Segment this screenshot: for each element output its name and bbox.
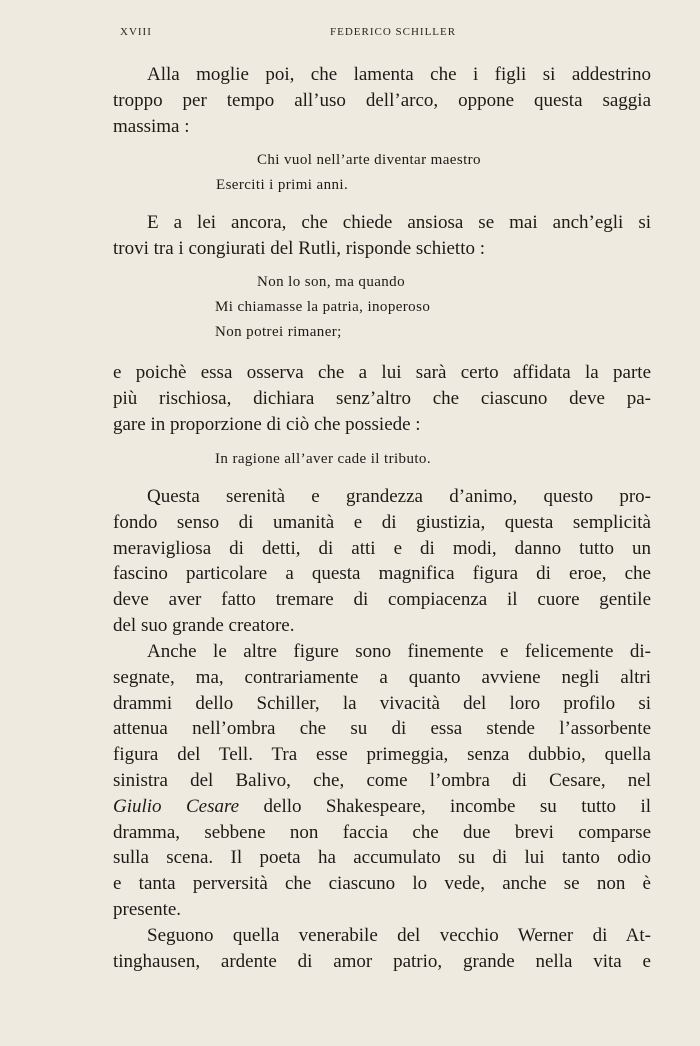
text-line: tinghausen, ardente di amor patrio, grande nella vita e — [113, 950, 651, 972]
verse-line: Eserciti i primi anni. — [216, 177, 349, 193]
text-line: Anche le altre figure sono finemente e felicemente di- — [147, 641, 651, 662]
verse-line: Mi chiamasse la patria, inoperoso — [215, 299, 431, 315]
text-line — [113, 794, 651, 820]
verse-line: In ragione all’aver cade il tributo. — [215, 451, 431, 467]
text-line: più rischiosa, dichiara senz’altro che ciascuno deve pa- — [113, 387, 651, 409]
text-line: troppo per tempo all’uso dell’arco, oppone questa saggia — [113, 89, 651, 111]
text-line: Seguono quella venerabile del vecchio Werner di At- — [147, 925, 651, 946]
text-line: gare in proporzione di ciò che possiede : — [113, 413, 421, 435]
text-line: dramma, sebbene non faccia che due brevi comparse — [113, 821, 651, 843]
text-line: del suo grande creatore. — [113, 614, 295, 636]
text-line: e poichè essa osserva che a lui sarà certo affidata la parte — [113, 362, 651, 383]
text-line: E a lei ancora, che chiede ansiosa se mai anch’egli si — [147, 212, 651, 233]
page-number: XVIII — [120, 26, 152, 38]
verse-line: Non potrei rimaner; — [215, 324, 342, 340]
text-line: trovi tra i congiurati del Rutli, risponde schietto : — [113, 237, 486, 259]
text-line: deve aver fatto tremare di compiacenza il cuore gentile — [113, 589, 651, 611]
text-fragment: dello Shakespeare, incombe su tutto il — [239, 795, 652, 817]
text-line: figura del Tell. Tra esse primeggia, senza dubbio, quella — [113, 744, 651, 766]
text-line: sulla scena. Il poeta ha accumulato su di lui tanto odio — [113, 847, 651, 869]
text-line: drammi dello Schiller, la vivacità del loro profilo si — [113, 692, 651, 714]
italic-title: Giulio Cesare — [113, 795, 240, 817]
text-line: e tanta perversità che ciascuno lo vede, anche se non è — [113, 873, 651, 895]
paragraph-4 — [113, 484, 651, 639]
paragraph-2 — [113, 210, 651, 262]
paragraph-6 — [113, 923, 651, 975]
text-line: Questa serenità e grandezza d’animo, questo pro- — [147, 486, 651, 507]
paragraph-1 — [113, 62, 651, 139]
text-line: segnate, ma, contrariamente a quanto avviene negli altri — [113, 666, 651, 688]
paragraph-3 — [113, 360, 651, 437]
verse-line: Chi vuol nell’arte diventar maestro — [257, 152, 481, 168]
text-line: presente. — [113, 898, 182, 920]
paragraph-5 — [113, 639, 651, 923]
text-line: meravigliosa di detti, di atti e di modi, danno tutto un — [113, 537, 651, 559]
text-line: massima : — [113, 115, 190, 137]
verse-quote-3 — [215, 447, 431, 472]
running-head: FEDERICO SCHILLER — [330, 26, 457, 38]
text-line: fascino particolare a questa magnifica figura di eroe, che — [113, 563, 651, 585]
text-line: attenua nell’ombra che su di essa stende l’assorbente — [113, 718, 651, 740]
verse-line: Non lo son, ma quando — [257, 274, 405, 290]
text-line: sinistra del Balivo, che, come l’ombra di Cesare, nel — [113, 769, 651, 791]
verse-quote-2 — [215, 270, 430, 345]
verse-quote-1 — [216, 148, 481, 198]
text-line: fondo senso di umanità e di giustizia, questa semplicità — [113, 511, 651, 533]
text-line: Alla moglie poi, che lamenta che i figli si addestrino — [147, 64, 651, 85]
